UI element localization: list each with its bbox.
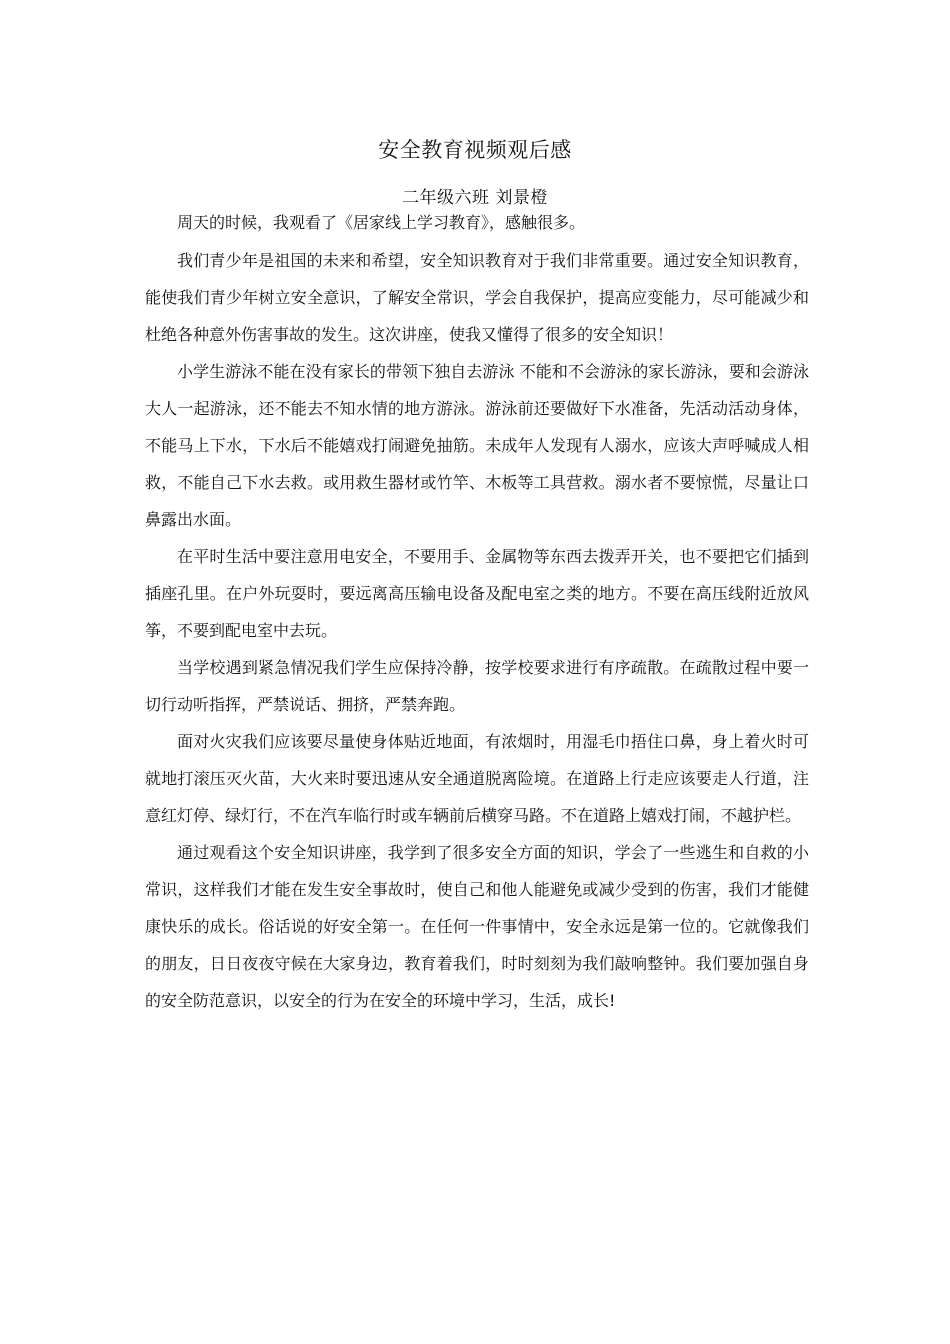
- paragraph-conclusion: 通过观看这个安全知识讲座，我学到了很多安全方面的知识，学会了一些逃生和自救的小常识，这样我们才能在发生安全事故时，使自己和他人能避免或减少受到的伤害，我们才能健康快乐的成长。俗话说的好安全第一。在任何一件事情中，安全永远是第一位的。它就像我们的朋友，日日夜夜守候在大家身边，教育着我们，时时刻刻为我们敲响整钟。我们要加强自身的安全防范意识，以安全的行为在安全的环境中学习，生活，成长!: [145, 843, 809, 1010]
- paragraph-intro: 周天的时候，我观看了《居家线上学习教育》，感触很多。: [177, 213, 586, 232]
- paragraph-fire-traffic: 面对火灾我们应该要尽量使身体贴近地面，有浓烟时，用湿毛巾捂住口鼻，身上着火时可就地打滚压灭火苗，大火来时要迅速从安全通道脱离险境。在道路上行走应该要走人行道，注意红灯停、绿灯行，不在汽车临行时或车辆前后横穿马路。不在道路上嬉戏打闹，不越护栏。: [145, 732, 809, 825]
- author-byline: 二年级六班 刘景橙: [402, 188, 548, 208]
- paragraph-importance: 我们青少年是祖国的未来和希望，安全知识教育对于我们非常重要。通过安全知识教育，能使我们青少年树立安全意识，了解安全常识，学会自我保护，提高应变能力，尽可能减少和杜绝各种意外伤害事故的发生。这次讲座，使我又懂得了很多的安全知识！: [145, 251, 809, 344]
- paragraph-evacuation: 当学校遇到紧急情况我们学生应保持冷静，按学校要求进行有序疏散。在疏散过程中要一切行动听指挥，严禁说话、拥挤，严禁奔跑。: [145, 658, 809, 714]
- paragraph-swimming: 小学生游泳不能在没有家长的带领下独自去游泳 不能和不会游泳的家长游泳，要和会游泳大人一起游泳，还不能去不知水情的地方游泳。游泳前还要做好下水准备，先活动活动身体，不能马上下水，下水后不能嬉戏打闹避免抽筋。未成年人发现有人溺水，应该大声呼喊成人相救，不能自己下水去救。或用救生器材或竹竿、木板等工具营救。溺水者不要惊慌，尽量让口鼻露出水面。: [145, 362, 809, 529]
- essay-body: [145, 208, 809, 1019]
- paragraph-electricity: 在平时生活中要注意用电安全，不要用手、金属物等东西去拨弄开关，也不要把它们插到插座孔里。在户外玩耍时，要远离高压输电设备及配电室之类的地方。不要在高压线附近放风筝，不要到配电室中去玩。: [145, 547, 809, 640]
- page-title: 安全教育视频观后感: [378, 138, 572, 162]
